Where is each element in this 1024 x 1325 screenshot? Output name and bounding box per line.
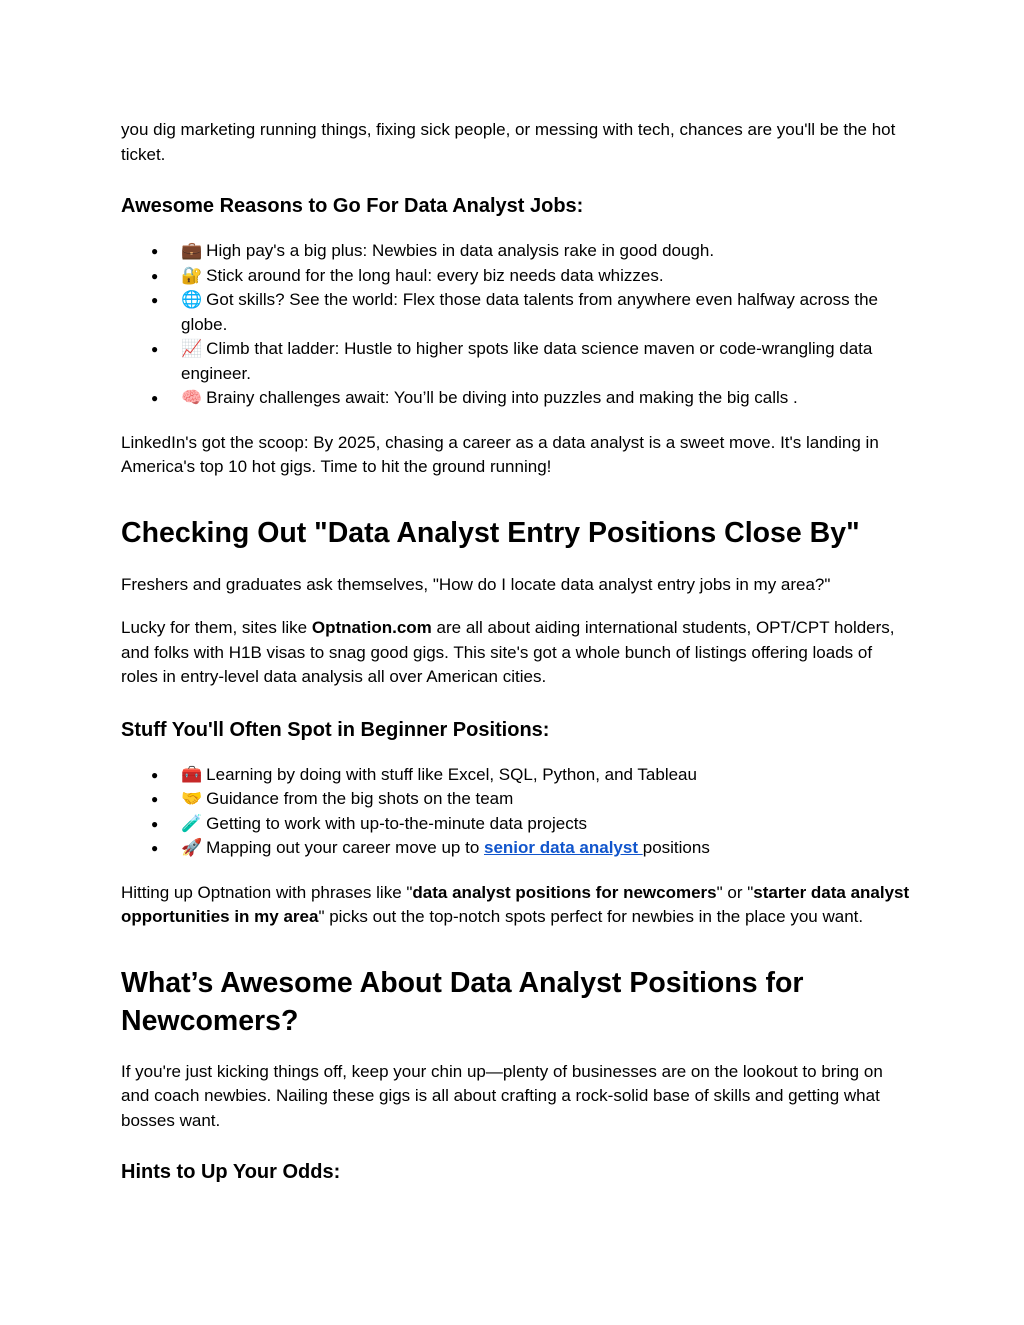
hitting-text-1: Hitting up Optnation with phrases like " [121, 882, 413, 902]
spot-heading: Stuff You'll Often Spot in Beginner Positions: [121, 718, 550, 741]
section-heading-entry-positions: Checking Out "Data Analyst Entry Positions Close By" [121, 516, 860, 549]
reasons-list [121, 239, 911, 411]
handshake-icon: 🤝 [181, 789, 203, 809]
list-item-text: Stick around for the long haul: every biz needs data whizzes. [206, 265, 664, 285]
list-item [121, 386, 911, 411]
hitting-text-2: " or " [716, 882, 754, 902]
optnation-paragraph [121, 616, 911, 690]
list-item-text: Learning by doing with stuff like Excel, SQL, Python, and Tableau [206, 764, 697, 784]
optnation-text-before: Lucky for them, sites like [121, 618, 312, 637]
hints-heading: Hints to Up Your Odds: [121, 1161, 341, 1183]
reasons-heading: Awesome Reasons to Go For Data Analyst Jobs: [121, 195, 584, 217]
list-item [121, 836, 911, 861]
list-item [121, 812, 911, 837]
brain-icon: 🧠 [181, 388, 203, 408]
globe-icon: 🌐 [181, 290, 203, 310]
section-heading-newcomers: What’s Awesome About Data Analyst Positions for Newcomers? [121, 966, 804, 1037]
list-item-text: Mapping out your career move up to [206, 838, 484, 857]
document-page [121, 118, 911, 1185]
linkedin-paragraph: LinkedIn's got the scoop: By 2025, chasing a career as a data analyst is a sweet move. It's landing in America's top 10 hot gigs. Time to hit the ground running! [121, 432, 879, 476]
hitting-paragraph [121, 881, 911, 930]
hitting-phrase-2: starter data analyst opportunities in my area [121, 882, 910, 926]
optnation-text-after: are all about aiding international students, OPT/CPT holders, and folks with H1B visas to snag good gigs. This site's got a whole bunch of listings offering loads of roles in entry-level data analysis all over American cities. [121, 618, 895, 686]
list-item-text: Getting to work with up-to-the-minute data projects [206, 813, 587, 833]
test-tube-icon: 🧪 [181, 813, 203, 834]
list-item-text: Guidance from the big shots on the team [206, 789, 514, 808]
bullet-dot: ● [151, 293, 159, 307]
toolbox-icon: 🧰 [181, 764, 203, 785]
list-item [121, 288, 911, 337]
bullet-dot: ● [151, 841, 159, 855]
rocket-icon: 🚀 [181, 838, 203, 858]
list-item [121, 787, 911, 812]
briefcase-icon: 💼 [181, 241, 203, 261]
list-item-text: positions [642, 838, 710, 857]
bullet-dot: ● [151, 268, 159, 283]
list-item [121, 239, 911, 264]
bullet-dot: ● [151, 391, 159, 405]
list-item [121, 763, 911, 788]
intro-paragraph: you dig marketing running things, fixing sick people, or messing with tech, chances are you'll be the hot ticket. [121, 120, 896, 164]
list-item [121, 264, 911, 289]
bullet-dot: ● [151, 342, 159, 356]
bullet-dot: ● [151, 792, 159, 806]
list-item-text: Brainy challenges await: You’ll be diving into puzzles and making the big calls . [206, 388, 798, 407]
spot-list [121, 763, 911, 861]
hitting-text-3: " picks out the top-notch spots perfect for newbies in the place you want. [318, 907, 864, 926]
freshers-paragraph: Freshers and graduates ask themselves, "How do I locate data analyst entry jobs in my area?" [121, 574, 831, 594]
bullet-dot: ● [151, 767, 159, 782]
lock-icon: 🔐 [181, 265, 203, 286]
list-item-text: Got skills? See the world: Flex those data talents from anywhere even halfway across the globe. [181, 290, 879, 334]
list-item-text: Climb that ladder: Hustle to higher spots like data science maven or code-wrangling data engineer. [181, 339, 873, 383]
newcomers-paragraph: If you're just kicking things off, keep your chin up—plenty of businesses are on the lookout to bring on and coach newbies. Nailing these gigs is all about crafting a rock-solid base of skills and getting what bosses want. [121, 1061, 883, 1130]
list-item-text: High pay's a big plus: Newbies in data analysis rake in good dough. [206, 241, 715, 260]
senior-data-analyst-link[interactable]: senior data analyst [484, 838, 643, 857]
list-item [121, 337, 911, 386]
bullet-dot: ● [151, 816, 159, 831]
optnation-site-name: Optnation.com [311, 618, 432, 637]
bullet-dot: ● [151, 244, 159, 258]
hitting-phrase-1: data analyst positions for newcomers [412, 882, 717, 902]
chart-up-icon: 📈 [181, 339, 203, 359]
